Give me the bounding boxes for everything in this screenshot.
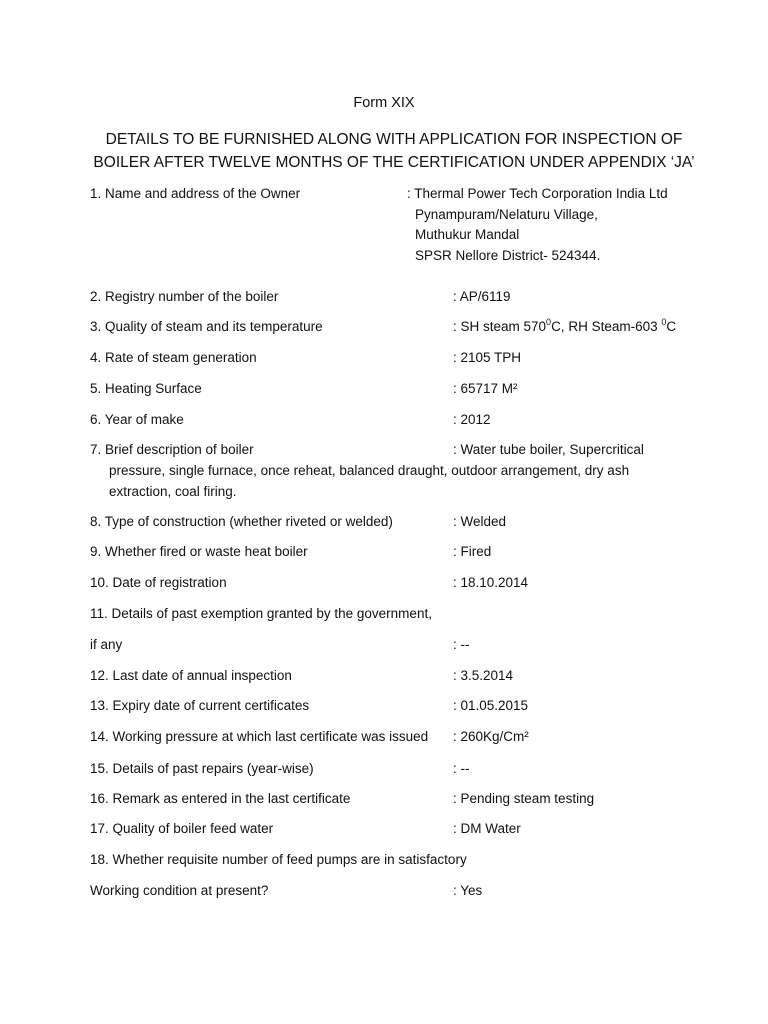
- steam-quality-value-a: : SH steam 570: [453, 319, 547, 334]
- exemption-value: : --: [453, 637, 470, 652]
- description-continuation: pressure, single furnace, once reheat, balanced draught, outdoor arrangement, dry ash: [109, 463, 630, 478]
- remark-value: : Pending steam testing: [453, 791, 595, 806]
- heading-line-2: BOILER AFTER TWELVE MONTHS OF THE CERTIFICATION UNDER APPENDIX ‘JA’: [93, 154, 695, 171]
- construction-value: : Welded: [453, 514, 507, 529]
- registration-date-label: 10. Date of registration: [90, 575, 227, 590]
- feed-water-label: 17. Quality of boiler feed water: [90, 821, 274, 836]
- expiry-value: : 01.05.2015: [453, 698, 529, 713]
- last-inspection-value: : 3.5.2014: [453, 668, 514, 683]
- registry-label: 2. Registry number of the boiler: [90, 289, 279, 304]
- construction-label: 8. Type of construction (whether riveted or welded): [90, 514, 393, 529]
- last-inspection-label: 12. Last date of annual inspection: [90, 668, 292, 683]
- remark-label: 16. Remark as entered in the last certificate: [90, 791, 351, 806]
- feed-pumps-label: 18. Whether requisite number of feed pumps are in satisfactory: [90, 852, 467, 867]
- past-repairs-value: : --: [453, 761, 470, 776]
- form-heading: [60, 128, 728, 174]
- description-label: 7. Brief description of boiler: [90, 442, 254, 457]
- degree-sup: 0: [546, 317, 552, 327]
- year-of-make-value: : 2012: [453, 412, 491, 427]
- feed-pumps-label-cont: Working condition at present?: [90, 883, 269, 898]
- past-repairs-label: 15. Details of past repairs (year-wise): [90, 761, 314, 776]
- registration-date-value: : 18.10.2014: [453, 575, 529, 590]
- expiry-label: 13. Expiry date of current certificates: [90, 698, 310, 713]
- steam-rate-value: : 2105 TPH: [453, 350, 522, 365]
- working-pressure-label: 14. Working pressure at which last certificate was issued: [90, 729, 429, 744]
- owner-address-line: SPSR Nellore District- 524344.: [415, 248, 601, 263]
- heating-surface-label: 5. Heating Surface: [90, 381, 202, 396]
- steam-quality-value-b: C, RH Steam-603: [551, 319, 662, 334]
- owner-address-line: Muthukur Mandal: [415, 227, 520, 242]
- steam-quality-value: [453, 319, 676, 334]
- feed-water-value: : DM Water: [453, 821, 521, 836]
- owner-label: 1. Name and address of the Owner: [90, 186, 301, 201]
- fired-label: 9. Whether fired or waste heat boiler: [90, 544, 308, 559]
- registry-value: : AP/6119: [453, 289, 511, 304]
- description-continuation: extraction, coal firing.: [109, 484, 237, 499]
- owner-value: : Thermal Power Tech Corporation India Ltd: [407, 186, 668, 201]
- exemption-label: 11. Details of past exemption granted by the government,: [90, 606, 432, 621]
- heating-surface-value: : 65717 M²: [453, 381, 518, 396]
- steam-quality-value-c: C: [666, 319, 677, 334]
- exemption-label-cont: if any: [90, 637, 123, 652]
- working-pressure-value: : 260Kg/Cm²: [453, 729, 529, 744]
- steam-rate-label: 4. Rate of steam generation: [90, 350, 257, 365]
- fired-value: : Fired: [453, 544, 492, 559]
- year-of-make-label: 6. Year of make: [90, 412, 184, 427]
- heading-line-1: DETAILS TO BE FURNISHED ALONG WITH APPLICATION FOR INSPECTION OF: [105, 131, 683, 148]
- owner-address-line: Pynampuram/Nelaturu Village,: [415, 207, 598, 222]
- steam-quality-label: 3. Quality of steam and its temperature: [90, 319, 323, 334]
- form-title: Form XIX: [353, 95, 415, 111]
- description-value: : Water tube boiler, Supercritical: [453, 442, 644, 457]
- degree-sup: 0: [661, 317, 667, 327]
- feed-pumps-value: : Yes: [453, 883, 483, 898]
